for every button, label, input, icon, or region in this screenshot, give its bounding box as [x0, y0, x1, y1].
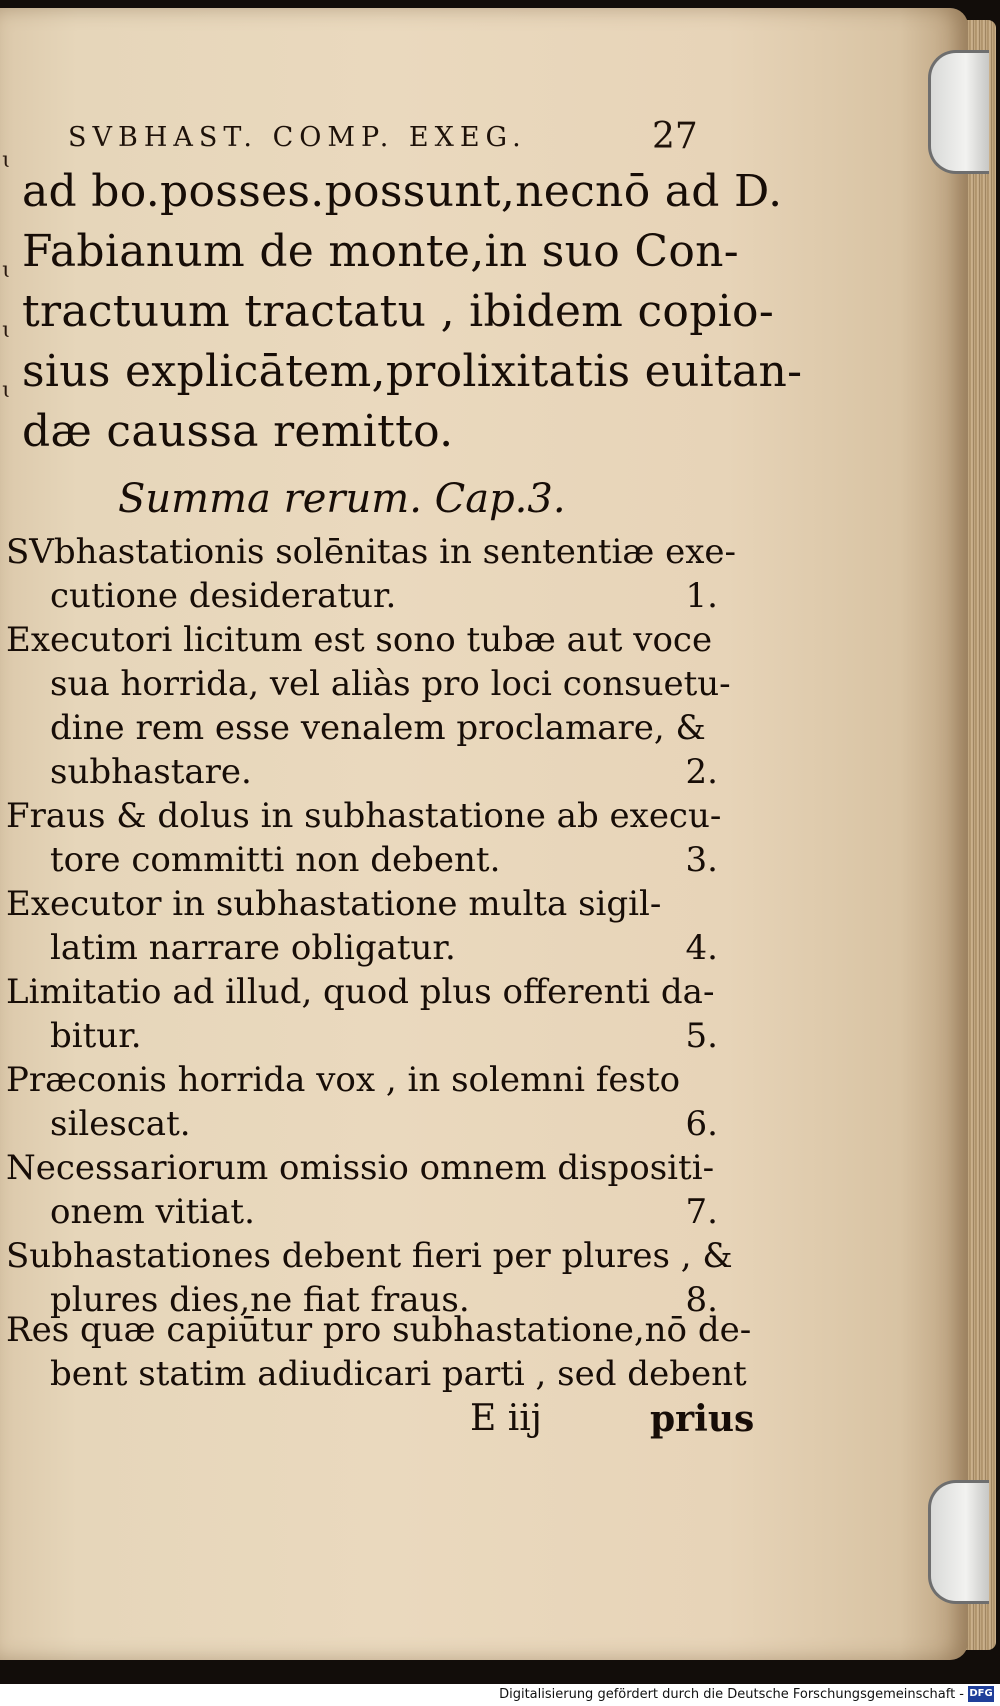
summary-entry-4: [6, 882, 718, 970]
entry-number: 6.: [685, 1104, 718, 1144]
summary-entry-7: [6, 1146, 718, 1234]
entry-line: sua horrida, vel aliàs pro loci consuetu-: [50, 664, 731, 704]
body-text-line: tractuum tractatu , ibidem copio-: [22, 286, 774, 337]
entry-number: 2.: [685, 752, 718, 792]
summary-entry-1: [6, 530, 737, 618]
entry-line: SVbhastationis solēnitas in sententiæ exe-: [6, 532, 737, 572]
entry-line: cutione desideratur.: [50, 576, 397, 616]
margin-ink-mark: ɩ: [2, 258, 11, 283]
running-head: [68, 116, 708, 158]
page-number: 27: [652, 116, 698, 157]
entry-line: tore committi non debent.: [50, 840, 501, 880]
running-head-title: SVBHAST. COMP. EXEG.: [68, 122, 527, 153]
entry-number: 5.: [685, 1016, 718, 1056]
body-text-line: sius explicātem,prolixitatis euitan-: [22, 346, 803, 397]
body-text-line: Fabianum de monte,in suo Con-: [22, 226, 739, 277]
signature-mark: E iij: [470, 1398, 542, 1439]
entry-number: 3.: [685, 840, 718, 880]
footer-credit-text: Digitalisierung gefördert durch die Deutsche Forschungsgemeinschaft -: [499, 1687, 964, 1702]
entry-number: 4.: [685, 928, 718, 968]
entry-line: subhastare.: [50, 752, 252, 792]
book-clasp-bottom: [928, 1480, 989, 1604]
summary-entry-9: [6, 1308, 752, 1396]
entry-line: Fraus & dolus in subhastatione ab execu-: [6, 796, 722, 836]
entry-line: Necessariorum omissio omnem dispositi-: [6, 1148, 715, 1188]
digitization-footer: [0, 1684, 1000, 1706]
summary-entry-3: [6, 794, 722, 882]
entry-line: Executori licitum est sono tubæ aut voce: [6, 620, 713, 660]
summary-entry-2: [6, 618, 731, 794]
entry-line: plures dies,ne fiat fraus.: [50, 1280, 470, 1320]
entry-line: latim narrare obligatur.: [50, 928, 456, 968]
body-text-line: dæ caussa remitto.: [22, 406, 454, 457]
body-text-line: ad bo.posses.possunt,necnō ad D.: [22, 166, 783, 217]
entry-line: dine rem esse venalem proclamare, &: [50, 708, 706, 748]
entry-line: Subhastationes debent fieri per plures , &: [6, 1236, 733, 1276]
margin-ink-mark: ɩ: [2, 378, 11, 403]
entry-line: onem vitiat.: [50, 1192, 255, 1232]
margin-ink-mark: ɩ: [2, 318, 11, 343]
entry-line: Res quæ capiūtur pro subhastatione,nō de-: [6, 1310, 752, 1350]
book-page: [0, 8, 968, 1660]
margin-ink-mark: ɩ: [2, 148, 11, 173]
summary-entry-6: [6, 1058, 718, 1146]
entry-number: 8.: [685, 1280, 718, 1320]
entry-line: silescat.: [50, 1104, 191, 1144]
entry-line: bitur.: [50, 1016, 142, 1056]
dfg-logo-icon: DFG: [968, 1686, 994, 1702]
entry-number: 1.: [685, 576, 718, 616]
summa-heading: Summa rerum. Cap.3.: [118, 476, 566, 522]
entry-line: Præconis horrida vox , in solemni festo: [6, 1060, 681, 1100]
summary-entry-5: [6, 970, 718, 1058]
entry-line: Limitatio ad illud, quod plus offerenti da-: [6, 972, 715, 1012]
book-clasp-top: [928, 50, 989, 174]
entry-line: bent statim adiudicari parti , sed debent: [50, 1354, 747, 1394]
entry-number: 7.: [685, 1192, 718, 1232]
catchword: prius: [650, 1398, 755, 1440]
entry-line: Executor in subhastatione multa sigil-: [6, 884, 662, 924]
